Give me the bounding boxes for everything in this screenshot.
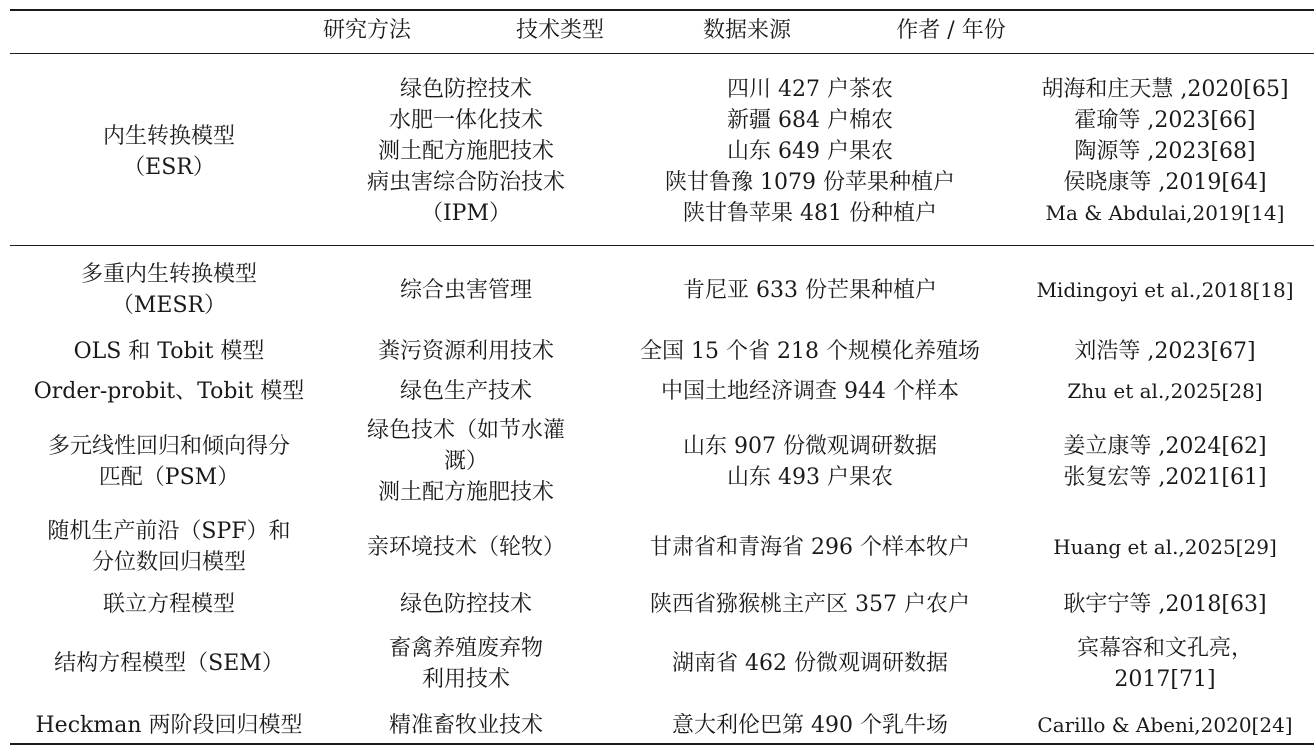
cell-line: 结构方程模型（SEM）: [54, 651, 284, 676]
cell-line: （MESR）: [111, 293, 227, 318]
row-tech-type: [328, 414, 604, 509]
cell-line: 水肥一体化技术: [388, 108, 543, 133]
cell-line: 联立方程模型: [102, 591, 235, 617]
row-data-source: [604, 255, 1016, 325]
cell-line: Heckman 两阶段回归模型: [35, 712, 303, 738]
cell-line: Ma & Abdulai,2019[14]: [1045, 201, 1285, 225]
cell-line: 中国土地经济调查 944 个样本: [661, 378, 959, 404]
cell-line: （IPM）: [420, 201, 512, 226]
row-method: [10, 255, 328, 325]
cell-line: 姜立康等 ,2024[62]: [1063, 433, 1267, 459]
row-tech-type: [328, 255, 604, 325]
row-author-year: [1016, 627, 1314, 700]
row-author-year: [1016, 708, 1314, 742]
cell-line: Huang et al.,2025[29]: [1053, 534, 1277, 559]
cell-line: 粪污资源利用技术: [377, 338, 554, 364]
cell-line: 随机生产前沿（SPF）和: [47, 519, 291, 544]
row-tech-type: [328, 335, 604, 367]
cell-line: 溉）: [443, 449, 488, 474]
cell-line: 畜禽养殖废弃物: [388, 635, 543, 661]
cell-line: 胡海和庄天慧 ,2020[65]: [1041, 77, 1289, 102]
cell-line: 绿色防控技术: [399, 591, 532, 617]
row-author-year: [1016, 335, 1314, 367]
header-author-year: 作者 / 年份: [896, 18, 1006, 43]
cell-line: 陕西省猕猴桃主产区 357 户农户: [650, 591, 970, 617]
cell-line: OLS 和 Tobit 模型: [73, 338, 265, 364]
header-data-source: 数据来源: [702, 18, 792, 43]
cell-line: 精准畜牧业技术: [388, 712, 543, 738]
row-data-source: [604, 708, 1016, 742]
row-method: [10, 414, 328, 509]
cell-line: 山东 649 户果农: [727, 139, 893, 164]
row-data-source: [604, 74, 1016, 229]
cell-line: 刘浩等 ,2023[67]: [1074, 338, 1256, 364]
cell-line: 陕甘鲁苹果 481 份种植户: [683, 201, 937, 226]
cell-line: Zhu et al.,2025[28]: [1067, 378, 1263, 403]
cell-line: 湖南省 462 份微观调研数据: [672, 651, 948, 676]
row-tech-type: [328, 586, 604, 622]
cell-line: 肯尼亚 633 份芒果种植户: [683, 277, 937, 303]
cell-line: 霍瑜等 ,2023[66]: [1074, 108, 1256, 133]
row-author-year: [1016, 255, 1314, 325]
row-author-year: [1016, 374, 1314, 408]
cell-line: 病虫害综合防治技术: [366, 170, 565, 195]
row-method: [10, 335, 328, 367]
cell-line: 多元线性回归和倾向得分: [47, 433, 290, 459]
cell-line: （ESR）: [123, 154, 215, 180]
row-author-year: [1016, 74, 1314, 229]
row-author-year: [1016, 514, 1314, 580]
row-data-source: [604, 627, 1016, 700]
cell-line: 多重内生转换模型: [80, 262, 257, 287]
cell-line: 匹配（PSM）: [98, 464, 240, 490]
cell-line: Order-probit、Tobit 模型: [33, 378, 305, 404]
cell-line: 绿色防控技术: [399, 77, 532, 102]
row-method: [10, 586, 328, 622]
cell-line: 绿色技术（如节水灌: [366, 418, 565, 443]
row-data-source: [604, 414, 1016, 509]
row-data-source: [604, 586, 1016, 622]
cell-line: Carillo & Abeni,2020[24]: [1037, 712, 1293, 737]
row-method: [10, 514, 328, 580]
cell-line: 耿宇宁等 ,2018[63]: [1063, 591, 1267, 617]
header-tech-type: 技术类型: [515, 18, 605, 43]
row-data-source: [604, 514, 1016, 580]
header-rule: [10, 53, 1314, 54]
group-rule: [10, 245, 1314, 246]
bottom-rule: [10, 743, 1314, 745]
row-method: [10, 627, 328, 700]
row-method: [10, 74, 328, 229]
cell-line: 陕甘鲁豫 1079 份苹果种植户: [665, 170, 955, 195]
row-author-year: [1016, 414, 1314, 509]
cell-line: 测土配方施肥技术: [377, 139, 554, 164]
cell-line: 2017[71]: [1114, 666, 1216, 692]
row-data-source: [604, 374, 1016, 408]
row-method: [10, 374, 328, 408]
cell-line: 宾幕容和文孔亮，: [1076, 635, 1253, 661]
cell-line: 全国 15 个省 218 个规模化养殖场: [640, 338, 980, 364]
row-author-year: [1016, 586, 1314, 622]
header-method: 研究方法: [322, 18, 412, 43]
cell-line: 张复宏等 ,2021[61]: [1063, 464, 1267, 490]
cell-line: 亲环境技术（轮牧）: [366, 534, 565, 560]
cell-line: 意大利伦巴第 490 个乳牛场: [672, 712, 948, 738]
cell-line: 内生转换模型: [102, 123, 235, 149]
top-rule: [10, 9, 1314, 11]
row-tech-type: [328, 708, 604, 742]
cell-line: 分位数回归模型: [91, 550, 246, 575]
row-tech-type: [328, 374, 604, 408]
cell-line: 陶源等 ,2023[68]: [1074, 139, 1256, 164]
row-method: [10, 708, 328, 742]
cell-line: 测土配方施肥技术: [377, 480, 554, 505]
cell-line: 侯晓康等 ,2019[64]: [1063, 170, 1267, 195]
cell-line: 新疆 684 户棉农: [727, 108, 893, 133]
row-tech-type: [328, 627, 604, 700]
row-tech-type: [328, 74, 604, 229]
cell-line: 山东 907 份微观调研数据: [683, 433, 937, 459]
row-tech-type: [328, 514, 604, 580]
cell-line: 综合虫害管理: [399, 277, 532, 303]
cell-line: 四川 427 户茶农: [727, 77, 893, 102]
cell-line: 利用技术: [421, 666, 510, 692]
cell-line: Midingoyi et al.,2018[18]: [1036, 277, 1294, 302]
cell-line: 山东 493 户果农: [727, 464, 893, 490]
cell-line: 绿色生产技术: [399, 378, 532, 404]
cell-line: 甘肃省和青海省 296 个样本牧户: [650, 534, 970, 560]
row-data-source: [604, 335, 1016, 367]
